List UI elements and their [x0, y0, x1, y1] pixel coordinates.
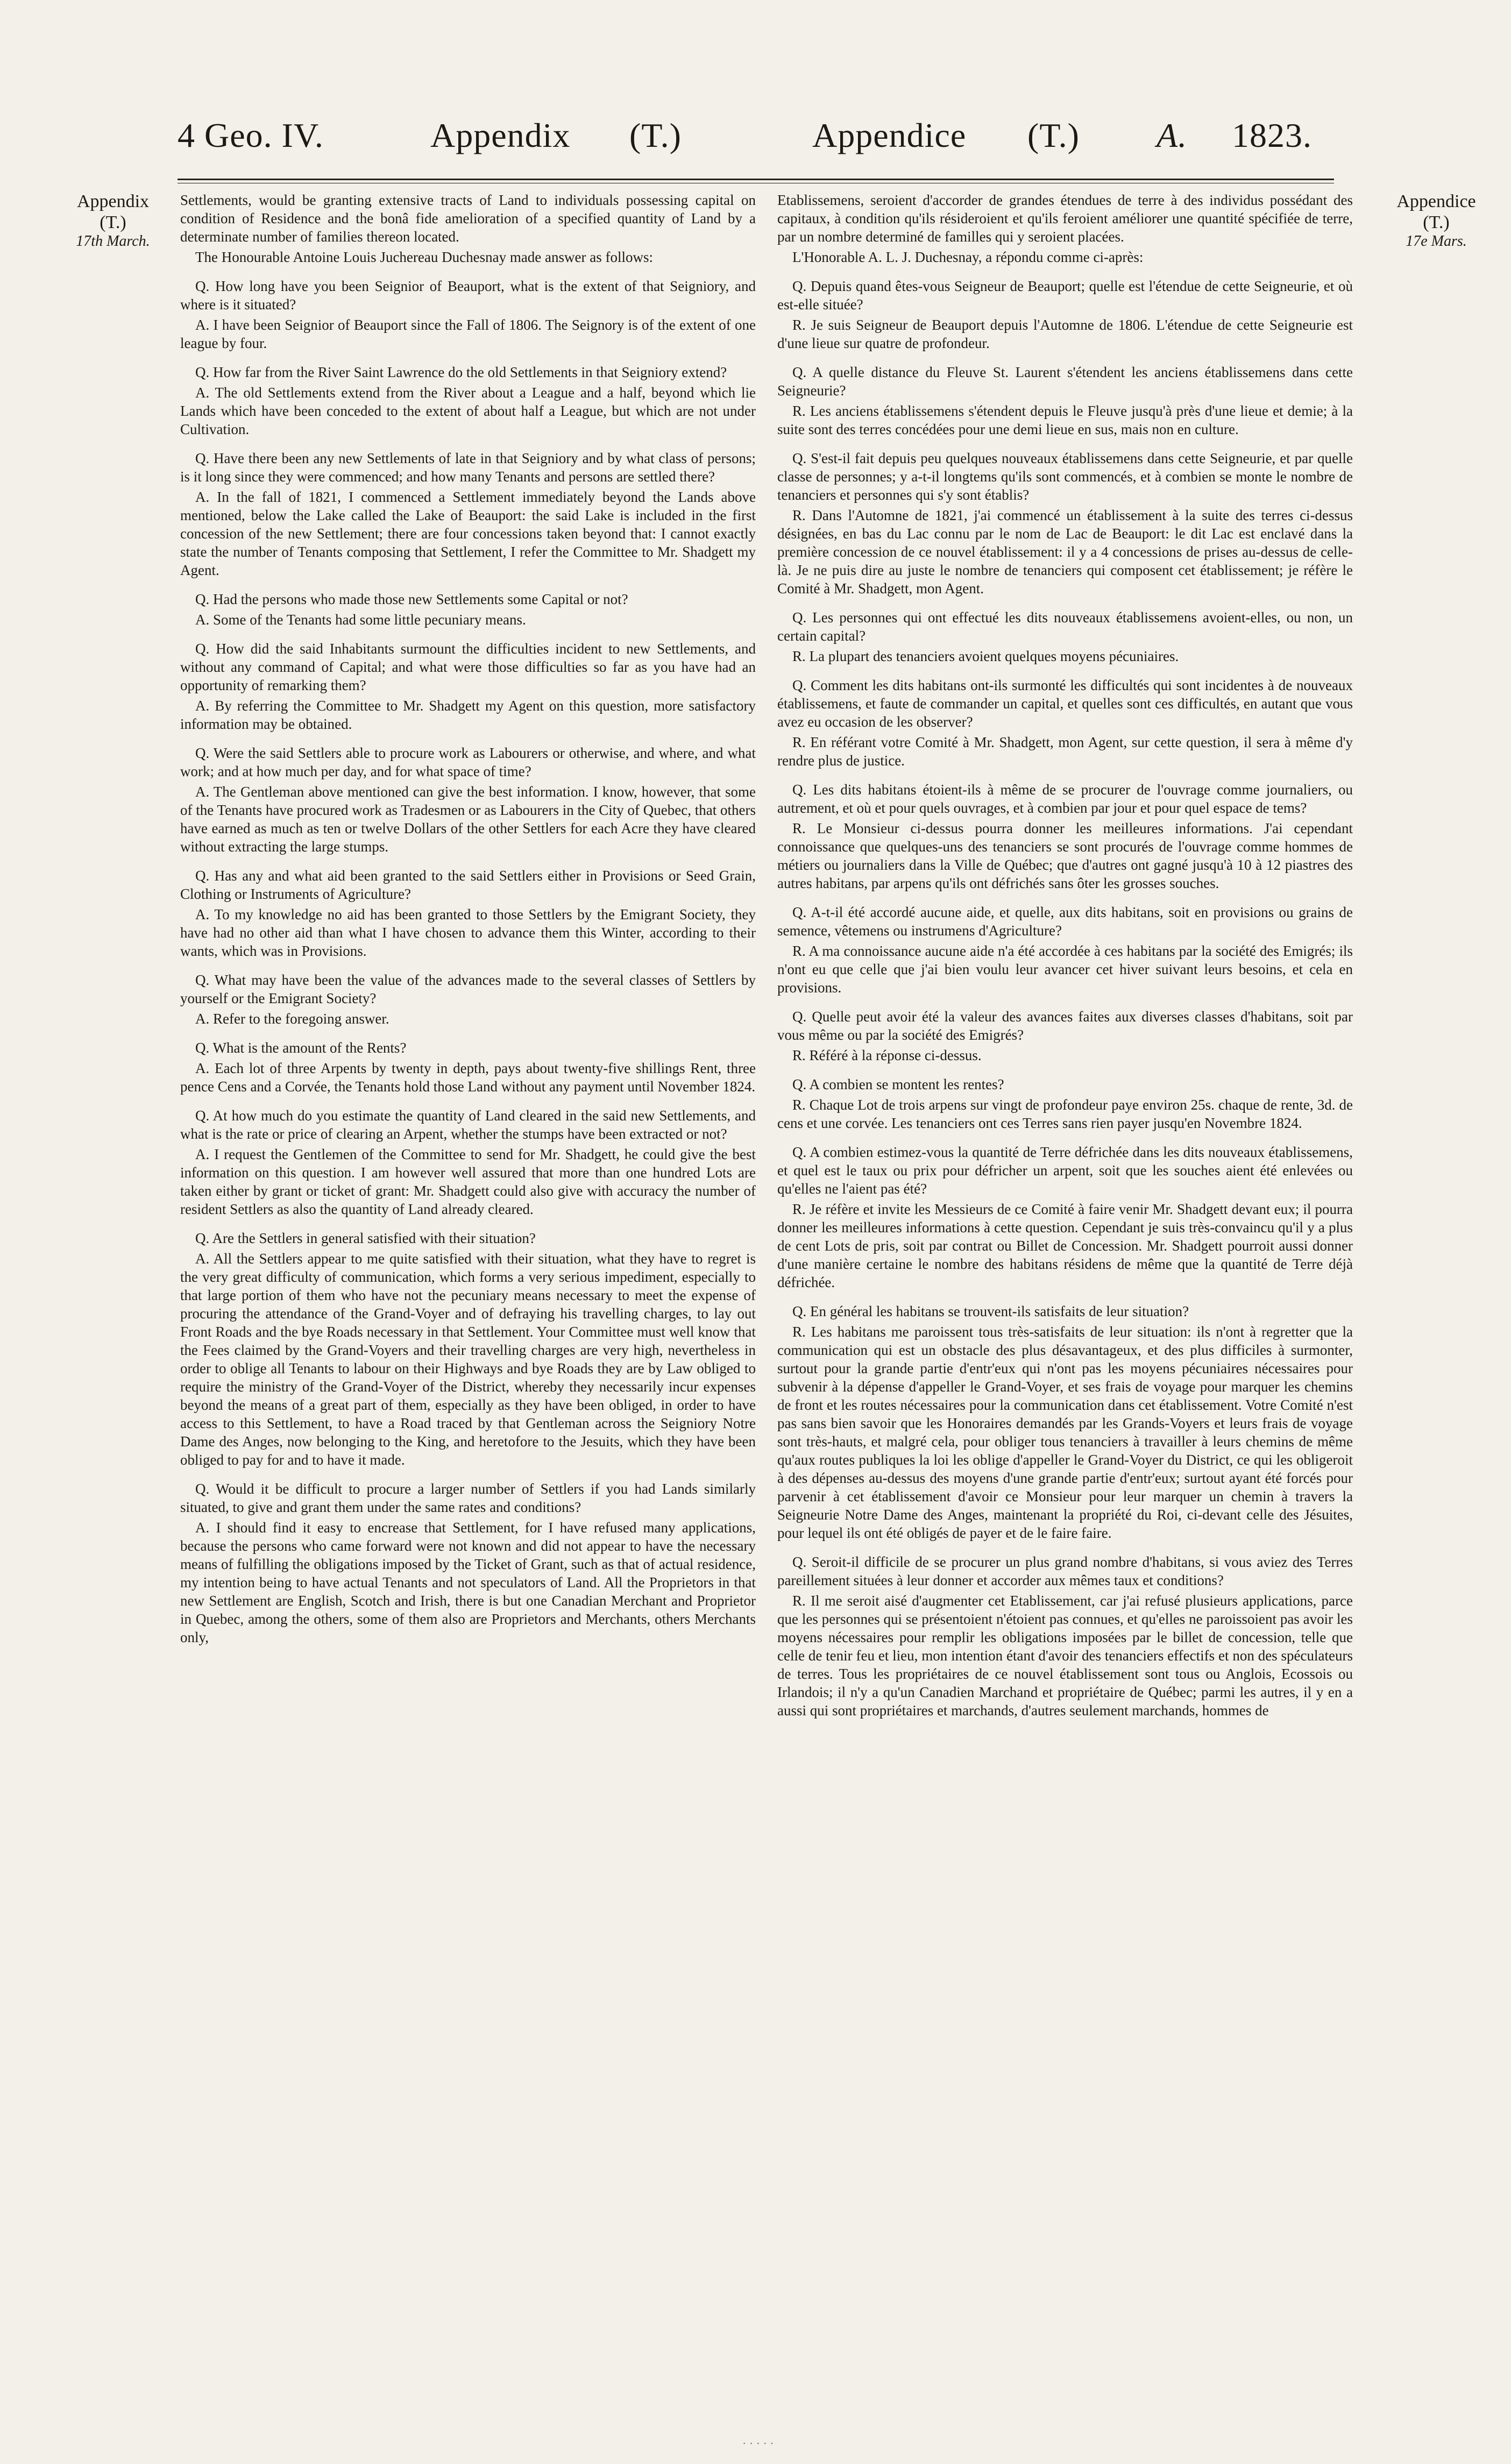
session-letter: A. — [1157, 116, 1188, 154]
paragraph: Settlements, would be granting extensive tracts of Land to individuals possessing capital on condition of Residence and the bonâ fide amelioration of a specified quantity of Land by a determinate number of families thereon located. — [180, 192, 756, 245]
paragraph: Q. Les personnes qui ont effectué les dits nouveaux établissemens avoient-elles, ou non, un certain capital? — [777, 609, 1353, 644]
margin-appendix-letter: (T.) — [100, 212, 126, 233]
paragraph: R. Je réfère et invite les Messieurs de ce Comité à faire venir Mr. Shadgett devant eux; il pourra donner les meilleures informations à cette question. Cependant je suis très-convaincu qu'il y a plus de cent Lots de pris, soit par contrat ou Billet de Concession. Mr. Shadgett pourroit aussi donner d'une manière certaine le nombre des habitans résidens de même que la quantité de Terre déjà défrichée. — [777, 1201, 1353, 1290]
paragraph: Q. En général les habitans se trouvent-ils satisfaits de leur situation? — [792, 1303, 1189, 1319]
english-column — [180, 191, 756, 2402]
french-column — [777, 191, 1353, 2402]
paragraph: Q. Les dits habitans étoient-ils à même de se procurer de l'ouvrage comme journaliers, ou autrement, et où et pour quels ouvrages, et à combien par jour et pour quel espace de tems? — [777, 782, 1353, 816]
paragraph: Q. Were the said Settlers able to procure work as Labourers or otherwise, and where, and what work; and at how much per day, and for what space of time? — [180, 745, 756, 779]
paragraph: Q. Had the persons who made those new Settlements some Capital or not? — [195, 591, 628, 607]
margin-appendix-label: Appendice — [1396, 191, 1476, 211]
paragraph: A. Some of the Tenants had some little pecuniary means. — [195, 612, 526, 628]
paragraph: A. I request the Gentlemen of the Committee to send for Mr. Shadgett, he could give the best information on this question. I am however well assured that more than one hundred Lots are taken either by grant or ticket of grant: Mr. Shadgett could also give with accuracy the number of resident Settlers as also the quantity of Land already cleared. — [180, 1146, 756, 1217]
paragraph: Q. Seroit-il difficile de se procurer un plus grand nombre d'habitans, si vous aviez des Terres pareillement situées à leur donner et accorder aux mêmes taux et conditions? — [777, 1554, 1353, 1588]
margin-appendix-label: Appendix — [76, 191, 150, 211]
right-margin-note — [1374, 191, 1498, 250]
paragraph: A. Refer to the foregoing answer. — [195, 1011, 389, 1027]
paragraph: Q. How did the said Inhabitants surmount the difficulties incident to new Settlements, and without any command of Capital; and what were those difficulties so far as you have had an opportunity of remarking them? — [180, 641, 756, 693]
paragraph: R. Les anciens établissemens s'étendent depuis le Fleuve jusqu'à près d'une lieue et demie; à la suite sont des terres concédées pour une demi lieue en sus, mais non en culture. — [777, 403, 1353, 437]
paragraph: Q. What is the amount of the Rents? — [195, 1040, 407, 1056]
appendix-label-en: Appendix — [430, 116, 571, 154]
paragraph: R. Dans l'Automne de 1821, j'ai commencé un établissement à la suite des terres ci-dessus désignées, en bas du Lac connu par le nom de Lac de Beauport: le dit Lac est enclavé dans la première concession de ce nouvel établissement: il y a 4 concessions de prises au-dessus de celle-là. Je ne puis dire au juste le nombre de tenanciers qui composent cet établissement; je réfère le Comité à Mr. Shadgett, mon Agent. — [777, 507, 1353, 597]
paragraph: A. The old Settlements extend from the River about a League and a half, beyond which lie Lands which have been conceded to the extent of about half a League, but which are not under Cultivation. — [180, 385, 756, 437]
paragraph: A. All the Settlers appear to me quite satisfied with their situation, what they have to regret is the very great difficulty of communication, which forms a very serious impediment, especially to that large portion of them who have not the pecuniary means necessary to meet the expense of procuring the attendance of the Grand-Voyer and of defraying his travelling charges, to lay out Front Roads and the bye Roads necessary in that Settlement. Your Committee must well know that the Fees claimed by the Grand-Voyers and their travelling charges are very high, nevertheless in order to oblige all Tenants to labour on their Highways and bye Roads they are by Law obliged to require the ministry of the Grand-Voyer of the District, whereby they necessarily incur expenses beyond the means of a great part of them, especially as they have been obliged, in order to have access to this Settlement, to have a Road traced by that Gentleman across the Seigniory Notre Dame des Anges, now belonging to the King, and heretofore to the Jesuits, which they have been obliged to pay for and to have it made. — [180, 1251, 756, 1468]
paragraph: The Honourable Antoine Louis Juchereau Duchesnay made answer as follows: — [195, 249, 654, 265]
paragraph: A. By referring the Committee to Mr. Shadgett my Agent on this question, more satisfactory information may be obtained. — [180, 698, 756, 732]
header-rule — [178, 179, 1334, 183]
paragraph: Q. Would it be difficult to procure a larger number of Settlers if you had Lands similarly situated, to give and grant them under the same rates and conditions? — [180, 1481, 756, 1515]
paragraph: Q. Comment les dits habitans ont-ils surmonté les difficultés qui sont incidentes à de nouveaux établissemens, et faute de commander un capital, et quelles sont ces difficultés, en autant que vous avez eu occasion de les observer? — [777, 677, 1353, 730]
paragraph: Q. A-t-il été accordé aucune aide, et quelle, aux dits habitans, soit en provisions ou grains de semence, vêtemens ou instrumens d'Agriculture? — [777, 904, 1353, 939]
paragraph: Etablissemens, seroient d'accorder de grandes étendues de terre à des individus possédant des capitaux, à condition qu'ils résideroient et qu'ils feroient améliorer une quantité spécifiée de terre, par un nombre determiné de familles qui y seroient placées. — [777, 192, 1353, 245]
paragraph: Q. Quelle peut avoir été la valeur des avances faites aux diverses classes d'habitans, soit par vous même ou par la société des Emigrés? — [777, 1009, 1353, 1043]
regnal-year: 4 Geo. IV. — [178, 116, 324, 154]
paragraph: R. Je suis Seigneur de Beauport depuis l'Automne de 1806. L'étendue de cette Seigneurie est d'une lieue sur quatre de profondeur. — [777, 317, 1353, 351]
paragraph: A. To my knowledge no aid has been granted to those Settlers by the Emigrant Society, they have had no other aid than what I have chosen to advance them this Winter, according to their wants, which was in Provisions. — [180, 906, 756, 959]
appendix-letter-fr: (T.) — [1027, 116, 1080, 154]
margin-date: 17th March. — [76, 233, 150, 250]
paragraph: Q. A quelle distance du Fleuve St. Laurent s'étendent les anciens établissemens dans cette Seigneurie? — [777, 364, 1353, 399]
paragraph: Q. S'est-il fait depuis peu quelques nouveaux établissemens dans cette Seigneurie, et par quelle classe de personnes; y a-t-il longtems qu'ils sont commencés, et à combien se monte le nombre de tenanciers et personnes qui s'y sont établis? — [777, 450, 1353, 503]
appendix-letter-en: (T.) — [629, 116, 682, 154]
paragraph: R. A ma connoissance aucune aide n'a été accordée à ces habitans par la société des Emigrés; ils n'ont eu que celle que j'ai bien voulu leur avancer cet hiver suivant leurs besoins, et cela en provisions. — [777, 943, 1353, 996]
footer-mark: · · · · · — [742, 2437, 774, 2450]
paragraph: R. Il me seroit aisé d'augmenter cet Etablissement, car j'ai refusé plusieurs applications, parce que les personnes qui se présentoient n'étoient pas connues, et qu'elles ne paroissoient pas avoir les moyens nécessaires pour remplir les obligations imposées par le billet de concession, telle que celle de tenir feu et lieu, mon intention étant d'avoir des tenanciers effectifs et non des spéculateurs de terres. Tous les propriétaires de ce nouvel établissement sont tous ou Anglois, Ecossois ou Irlandois; il n'y a qu'un Canadien Marchand et propriétaire de Québec; parmi les autres, il y en a aussi qui sont propriétaires et marchands, d'autres seulement marchands, hommes de — [777, 1593, 1353, 1719]
paragraph: Q. How long have you been Seignior of Beauport, what is the extent of that Seigniory, and where is it situated? — [180, 278, 756, 313]
paragraph: R. Référé à la réponse ci-dessus. — [792, 1047, 982, 1063]
paragraph: Q. Have there been any new Settlements of late in that Seigniory and by what class of persons; is it long since they were commenced; and how many Tenants and persons are settled there? — [180, 450, 756, 485]
paragraph: Q. Has any and what aid been granted to the said Settlers either in Provisions or Seed Grain, Clothing or Instruments of Agriculture? — [180, 868, 756, 902]
page-header — [178, 116, 1334, 175]
paragraph: A. The Gentleman above mentioned can give the best information. I know, however, that some of the Tenants have procured work as Tradesmen or as Labourers in the City of Quebec, that others have earned as much as ten or twelve Dollars of the other Settlers for each Acre they have cleared without extracting the large stumps. — [180, 784, 756, 855]
paragraph: A. Each lot of three Arpents by twenty in depth, pays about twenty-five shillings Rent, three pence Cens and a Corvée, the Tenants hold those Land without any payment until November 1824. — [180, 1060, 756, 1095]
paragraph: R. La plupart des tenanciers avoient quelques moyens pécuniaires. — [792, 648, 1179, 664]
paragraph: Q. Are the Settlers in general satisfied with their situation? — [195, 1230, 536, 1246]
paragraph: Q. At how much do you estimate the quantity of Land cleared in the said new Settlements, and what is the rate or price of clearing an Arpent, whether the stumps have been extracted or not? — [180, 1107, 756, 1142]
paragraph: Q. Depuis quand êtes-vous Seigneur de Beauport; quelle est l'étendue de cette Seigneurie, et où est-elle située? — [777, 278, 1353, 313]
appendix-label-fr: Appendice — [812, 116, 967, 154]
paragraph: Q. A combien se montent les rentes? — [792, 1076, 1004, 1092]
paragraph: A. In the fall of 1821, I commenced a Settlement immediately beyond the Lands above mentioned, below the Lake called the Lake of Beauport: the said Lake is included in the first concession of the new Settlement; there are four concessions taken beyond that: I cannot exactly state the number of Tenants composing that Settlement, I refer the Committee to Mr. Shadgett my Agent. — [180, 489, 756, 578]
paragraph: Q. What may have been the value of the advances made to the several classes of Settlers by yourself or the Emigrant Society? — [180, 972, 756, 1006]
paragraph: Q. A combien estimez-vous la quantité de Terre défrichée dans les dits nouveaux établissemens, et quel est le taux ou prix pour défricher un arpent, soit que les souches aient été enlevées ou qu'elles ne l'aient pas été? — [777, 1144, 1353, 1197]
paragraph: R. Le Monsieur ci-dessus pourra donner les meilleures informations. J'ai cependant connoissance que quelques-uns des tenanciers se sont procurés de l'ouvrage comme hommes de métiers ou journaliers dans la Ville de Québec; que d'autres ont gagné jusqu'à 10 à 12 piastres des autres habitans, par arpens qu'ils ont défrichés sans ôter les grosses souches. — [777, 820, 1353, 891]
paragraph: L'Honorable A. L. J. Duchesnay, a répondu comme ci-après: — [792, 249, 1144, 265]
paragraph: R. Les habitans me paroissent tous très-satisfaits de leur situation: ils n'ont à regretter que la communication qui est un obstacle des plus désavantageux, et des plus difficiles à surmonter, surtout pour la grande partie d'entr'eux qui n'ont pas les moyens pécuniaires nécessaires pour subvenir à la dépense d'appeller le Grand-Voyer, et ses frais de voyage pour marquer les chemins de front et les routes nécessaires pour la communication dans cet établissement. Votre Comité n'est pas sans bien savoir que les Honoraires demandés par les Grands-Voyers et leurs frais de voyage sont très-hauts, et malgré cela, pour obliger tous tenanciers à travailler à leurs chemins de même qu'aux routes publiques la loi les oblige d'appeller le Grand-Voyer du District, ce qui les obligeroit à des dépenses au-dessus des moyens d'une grande partie d'entr'eux; surtout ayant été forcés pour parvenir à cet établissement d'avoir ce Monsieur pour leur marquer un chemin à travers la Seigneurie Notre Dame des Anges, maintenant la propriété du Roi, ci-devant celle des Jésuites, pour lequel ils ont été obligés de payer et de le faire faire. — [777, 1324, 1353, 1541]
margin-date: 17e Mars. — [1406, 233, 1467, 250]
margin-appendix-letter: (T.) — [1423, 212, 1450, 233]
paragraph: R. En référant votre Comité à Mr. Shadgett, mon Agent, sur cette question, il sera à même d'y rendre plus de justice. — [777, 734, 1353, 769]
paragraph: Q. How far from the River Saint Lawrence do the old Settlements in that Seigniory extend? — [195, 364, 727, 380]
paragraph: A. I have been Seignior of Beauport since the Fall of 1806. The Seignory is of the extent of one league by four. — [180, 317, 756, 351]
left-margin-note — [51, 191, 175, 250]
paragraph: A. I should find it easy to encrease that Settlement, for I have refused many applications, because the persons who came forward were not known and did not appear to have the necessary means of fulfilling the obligations imposed by the Ticket of Grant, such as that of actual residence, my intention being to have actual Tenants and not speculators of Land. All the Proprietors in that new Settlement are English, Scotch and Irish, there is but one Canadian Merchant and Proprietor in Quebec, among the others, some of them also are Proprietors and Merchants, others Merchants only, — [180, 1519, 756, 1645]
year: 1823. — [1232, 116, 1312, 154]
paragraph: R. Chaque Lot de trois arpens sur vingt de profondeur paye environ 25s. chaque de rente, 3d. de cens et une corvée. Les tenanciers ont ces Terres sans rien payer jusqu'en Novembre 1824. — [777, 1097, 1353, 1131]
